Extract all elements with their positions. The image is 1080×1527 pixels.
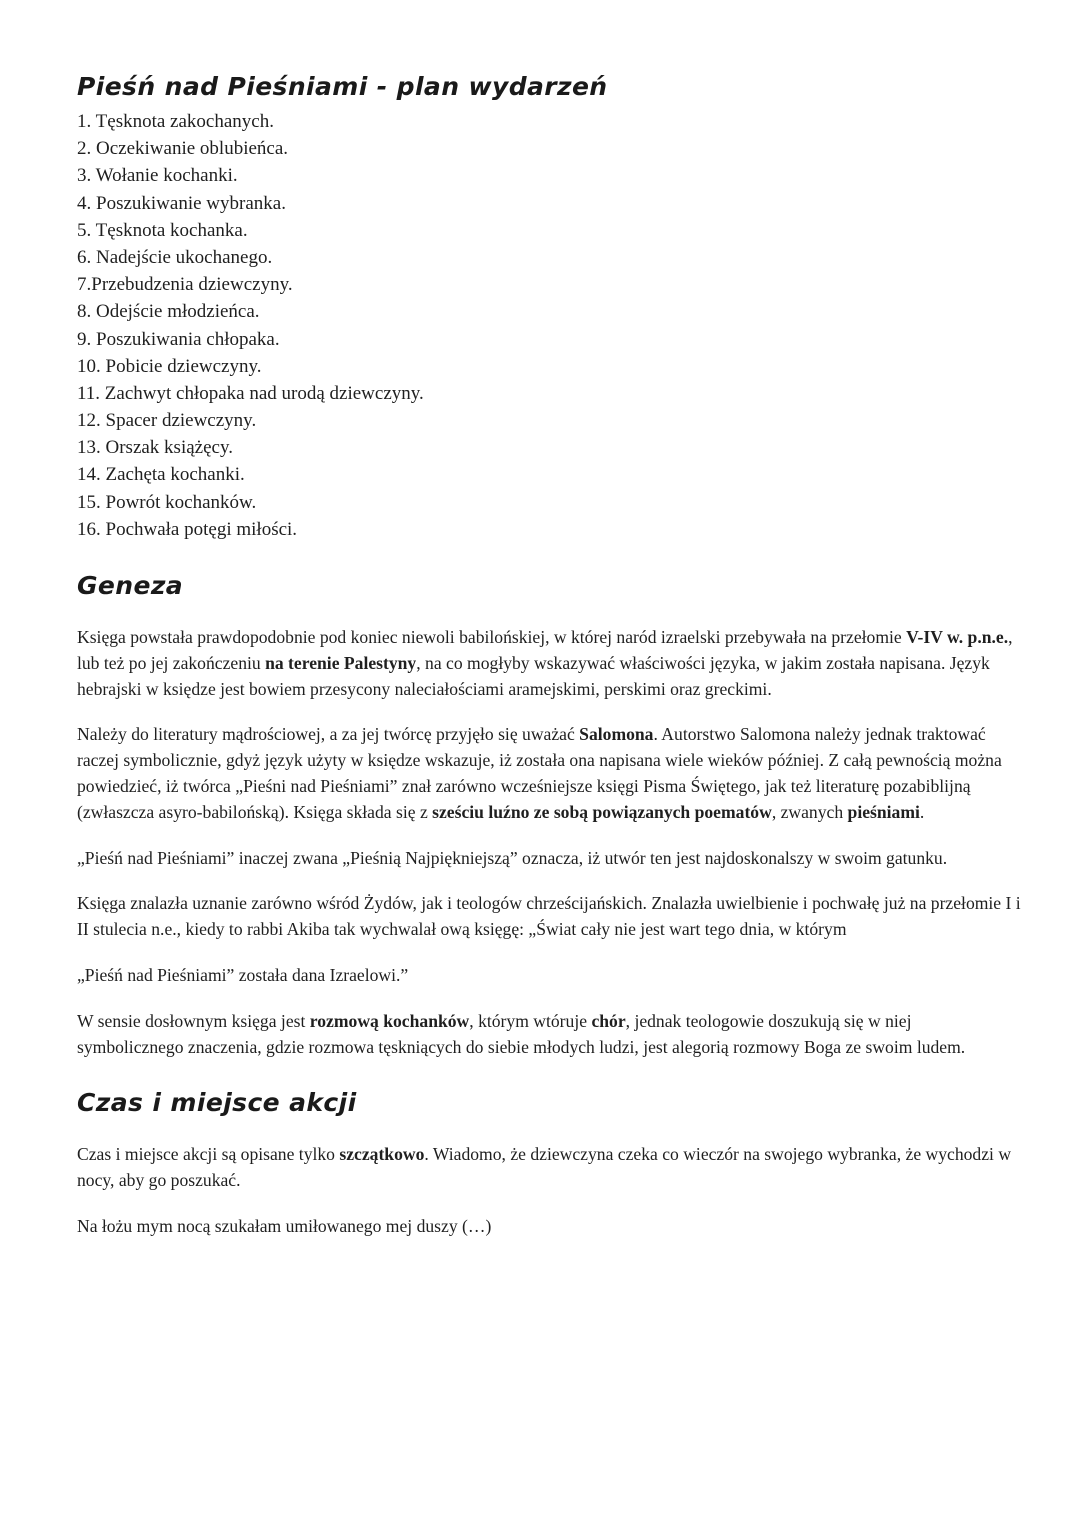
- list-item: 4. Poszukiwanie wybranka.: [77, 192, 286, 214]
- bold-text: Salomona: [579, 724, 654, 745]
- bold-text: rozmową kochanków: [309, 1010, 470, 1031]
- geneza-paragraph-4: Księga znalazła uznanie zarówno wśród Żydów, jak i teologów chrześcijańskich. Znalazła uwielbienie i pochwałę już na przełomie I i II stulecia n.e., kiedy to rabbi Akiba tak wychwalał ową księgę: „Świat cały nie jest wart tego dnia, w którym: [77, 893, 1021, 940]
- document-page: [77, 70, 1022, 1260]
- bold-text: chór: [591, 1010, 626, 1031]
- bold-text: na terenie Palestyny: [265, 652, 417, 673]
- geneza-paragraph-2: Należy do literatury mądrościowej, a za jej twórcę przyjęło się uważać Salomona. Autorstwo Salomona należy jednak traktować raczej symbolicznie, gdyż język użyty w księdze wskazuje, iż została ona napisana wiele wieków później. Z całą pewnością można powiedzieć, iż twórca „Pieśni nad Pieśniami” znał zarówno wcześniejsze księgi Pisma Świętego, jak też literaturę pozabiblijną (zwłaszcza asyro-babilońską). Księga składa się z sześciu luźno ze sobą powiązanych poematów, zwanych pieśniami.: [77, 724, 1002, 822]
- list-item: 3. Wołanie kochanki.: [77, 165, 238, 187]
- czas-paragraph-1: Czas i miejsce akcji są opisane tylko szczątkowo. Wiadomo, że dziewczyna czeka co wieczór na swojego wybranka, że wychodzi w nocy, aby go poszukać.: [77, 1144, 1012, 1191]
- list-item: 5. Tęsknota kochanka.: [77, 219, 248, 241]
- list-item: 2. Oczekiwanie oblubieńca.: [77, 138, 289, 160]
- geneza-paragraph-6: W sensie dosłownym księga jest rozmową kochanków, którym wtóruje chór, jednak teologowie doszukują się w niej symbolicznego znaczenia, gdzie rozmowa tęskniących do siebie młodych ludzi, jest alegorią rozmowy Boga ze swoim ludem.: [77, 1010, 966, 1057]
- list-item: 15. Powrót kochanków.: [77, 491, 257, 513]
- list-item: 14. Zachęta kochanki.: [77, 464, 245, 486]
- bold-text: sześciu luźno ze sobą powiązanych poematów: [432, 801, 772, 822]
- bold-text: szczątkowo: [339, 1144, 425, 1165]
- bold-text: V-IV w. p.n.e.: [906, 627, 1009, 647]
- list-item: 11. Zachwyt chłopaka nad urodą dziewczyny.: [77, 382, 424, 404]
- events-list: [77, 108, 1022, 543]
- list-item: 6. Nadejście ukochanego.: [77, 246, 273, 268]
- list-item: 1. Tęsknota zakochanych.: [77, 111, 274, 132]
- bold-text: pieśniami: [847, 801, 920, 822]
- czas-title: Czas i miejsce akcji: [77, 1088, 357, 1118]
- list-item: 8. Odejście młodzieńca.: [77, 301, 260, 323]
- list-item: 10. Pobicie dziewczyny.: [77, 355, 262, 377]
- list-item: 9. Poszukiwania chłopaka.: [77, 328, 280, 350]
- plan-title: Pieśń nad Pieśniami - plan wydarzeń: [77, 72, 608, 101]
- list-item: 13. Orszak książęcy.: [77, 437, 233, 459]
- geneza-paragraph-3: „Pieśń nad Pieśniami” inaczej zwana „Pieśnią Najpiękniejszą” oznacza, iż utwór ten jest najdoskonalszy w swoim gatunku.: [77, 847, 948, 868]
- geneza-paragraph-5: „Pieśń nad Pieśniami” została dana Izraelowi.”: [77, 964, 409, 985]
- geneza-paragraph-1: Księga powstała prawdopodobnie pod koniec niewoli babilońskiej, w której naród izraelski przebywała na przełomie V-IV w. p.n.e., lub też po jej zakończeniu na terenie Palestyny, na co mogłyby wskazywać właściwości języka, w jakim została napisana. Język hebrajski w księdze jest bowiem przesycony naleciałościami aramejskimi, perskimi oraz greckimi.: [77, 627, 1013, 699]
- czas-quote: Na łożu mym nocą szukałam umiłowanego mej duszy (…): [77, 1215, 492, 1236]
- list-item: 12. Spacer dziewczyny.: [77, 410, 257, 432]
- geneza-title: Geneza: [77, 571, 184, 600]
- list-item: 7.Przebudzenia dziewczyny.: [77, 274, 293, 296]
- list-item: 16. Pochwała potęgi miłości.: [77, 518, 298, 540]
